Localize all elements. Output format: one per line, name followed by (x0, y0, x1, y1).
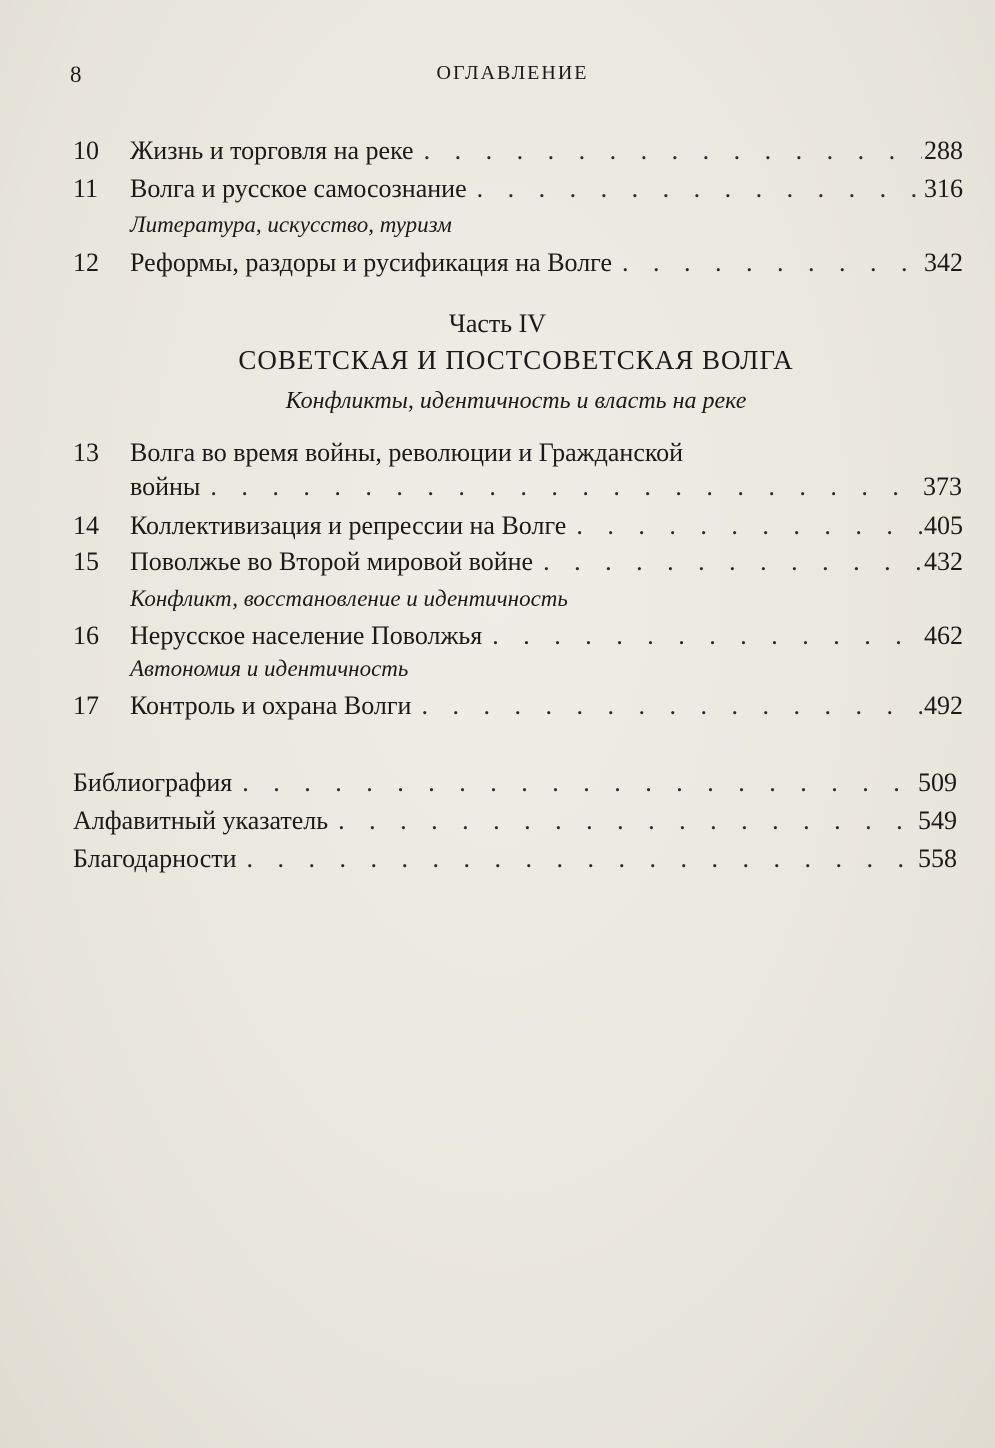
chapter-title: Коллективизация и репрессии на Волге (130, 511, 567, 540)
part-label: Часть IV (448, 309, 547, 338)
toc-entry-chapter-17[interactable] (73, 691, 963, 725)
chapter-number: 17 (73, 691, 99, 720)
chapter-title-continued: войны (130, 472, 201, 501)
chapter-number: 10 (73, 136, 99, 165)
chapter-number: 11 (73, 174, 99, 203)
dot-leader (477, 174, 922, 204)
chapter-number: 13 (73, 438, 99, 467)
page-ref: 316 (924, 174, 963, 203)
page-ref: 342 (924, 248, 963, 277)
chapter-number: 15 (73, 547, 99, 576)
entry-title: Алфавитный указатель (73, 806, 329, 835)
dot-leader (622, 248, 922, 278)
dot-leader (492, 621, 922, 651)
page-ref: 509 (918, 768, 957, 797)
page-ref: 558 (918, 844, 957, 873)
chapter-subtitle: Автономия и идентичность (130, 656, 409, 681)
toc-entry-chapter-12[interactable] (73, 248, 963, 282)
chapter-subtitle: Литература, искусство, туризм (130, 212, 452, 237)
part-subtitle: Конфликты, идентичность и власть на реке (285, 388, 747, 414)
dot-leader (421, 691, 922, 721)
page-ref: 432 (924, 547, 963, 576)
page-ref: 492 (924, 691, 963, 720)
toc-entry-chapter-14[interactable] (73, 511, 963, 545)
chapter-number: 16 (73, 621, 99, 650)
toc-entry-index[interactable] (73, 806, 957, 840)
page-ref: 405 (924, 511, 963, 540)
toc-entry-chapter-13-cont[interactable] (130, 472, 962, 506)
dot-leader (543, 547, 922, 577)
chapter-title: Контроль и охрана Волги (130, 691, 412, 720)
toc-entry-chapter-10[interactable] (73, 136, 963, 170)
dot-leader (210, 472, 921, 502)
chapter-title: Нерусское население Поволжья (130, 621, 483, 650)
chapter-title: Поволжье во Второй мировой войне (130, 547, 534, 576)
dot-leader (576, 511, 922, 541)
chapter-subtitle: Конфликт, восстановление и идентичность (130, 586, 568, 611)
part-title: СОВЕТСКАЯ И ПОСТСОВЕТСКАЯ ВОЛГА (238, 345, 794, 375)
chapter-title: Реформы, раздоры и русификация на Волге (130, 248, 613, 277)
page-ref: 373 (923, 472, 962, 501)
chapter-number: 12 (73, 248, 99, 277)
toc-entry-acknowledgements[interactable] (73, 844, 957, 878)
chapter-title: Жизнь и торговля на реке (130, 136, 414, 165)
toc-entry-chapter-16[interactable] (73, 621, 963, 655)
toc-entry-bibliography[interactable] (73, 768, 957, 802)
toc-entry-chapter-11[interactable] (73, 174, 963, 208)
entry-title: Библиография (73, 768, 233, 797)
chapter-number: 14 (73, 511, 99, 540)
dot-leader (424, 136, 922, 166)
page-header (70, 62, 955, 94)
dot-leader (338, 806, 916, 836)
page-ref: 288 (924, 136, 963, 165)
dot-leader (242, 768, 916, 798)
chapter-title: Волга и русское самосознание (130, 174, 467, 203)
toc-entry-chapter-15[interactable] (73, 547, 963, 581)
page-ref: 549 (918, 806, 957, 835)
chapter-title: Волга во время войны, революции и Гражданской (130, 438, 684, 467)
toc-entry-chapter-13[interactable] (73, 438, 963, 472)
page-number: 8 (70, 62, 83, 87)
running-title: ОГЛАВЛЕНИЕ (436, 62, 589, 84)
page-ref: 462 (924, 621, 963, 650)
dot-leader (247, 844, 916, 874)
entry-title: Благодарности (73, 844, 237, 873)
